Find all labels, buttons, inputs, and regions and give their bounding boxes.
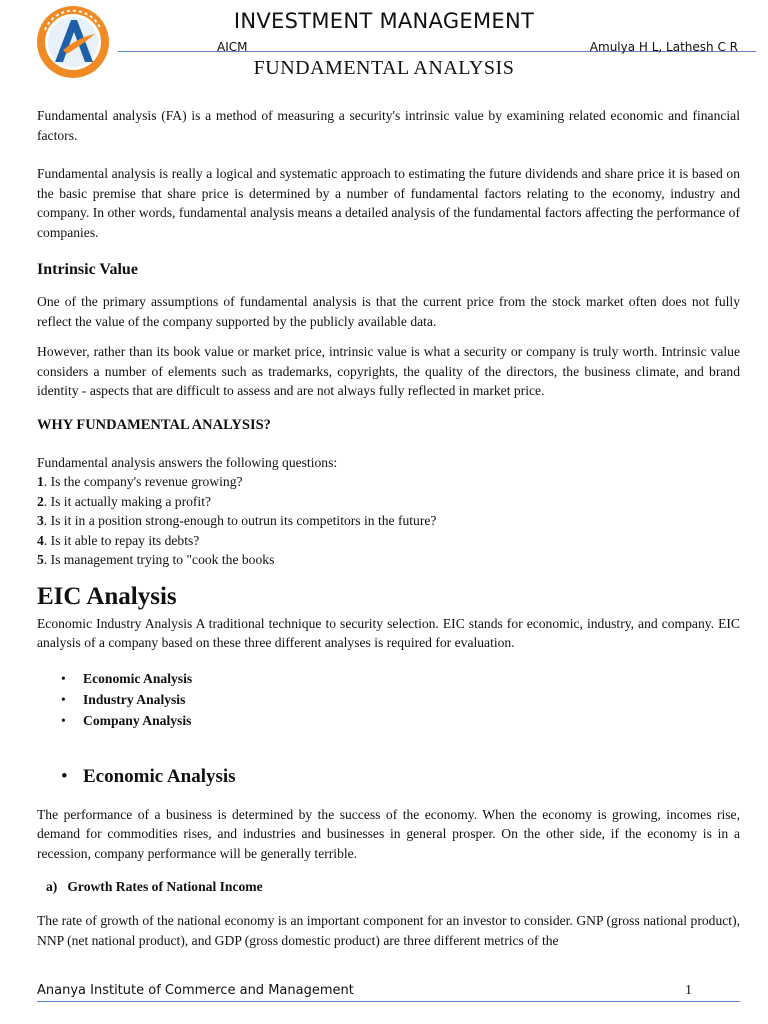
list-item: 4. Is it able to repay its debts? <box>37 532 200 548</box>
header-authors: Amulya H L, Lathesh C R <box>589 40 738 54</box>
questions-intro: Fundamental analysis answers the following questions: <box>37 454 338 470</box>
document-title: FUNDAMENTAL ANALYSIS <box>253 57 515 79</box>
page-number: 1 <box>685 983 692 998</box>
heading-why-fa: WHY FUNDAMENTAL ANALYSIS? <box>37 416 271 433</box>
heading-intrinsic-value: Intrinsic Value <box>37 261 138 278</box>
paragraph-approach: Fundamental analysis is really a logical and systematic approach to estimating the future dividends and share price it is based on the basic premise that share price is determined by a number of fundamental factors relating to the economy, industry and company. In other words, fundamental analysis means a detailed analysis of the fundamental factors affecting the performance of companies. <box>37 166 740 240</box>
list-item: 3. Is it in a position strong-enough to outrun its competitors in the future? <box>37 513 437 528</box>
paragraph-intrinsic-worth: However, rather than its book value or market price, intrinsic value is what a security or company is truly worth. Intrinsic value considers a number of elements such as trademarks, copyrights, the quality of the directors, the business climate, and brand identity - aspects that are difficult to assess and are not always fully reflected in market price. <box>37 344 740 398</box>
paragraph-growth-rates: The rate of growth of the national economy is an important component for an investor to consider. GNP (gross national product), NNP (net national product), and GDP (gross domestic product) are three different metrics of the <box>37 913 740 948</box>
paragraph-economic: The performance of a business is determined by the success of the economy. When the economy is growing, incomes rise, demand for commodities rises, and industries and businesses in general prosper. On the other side, if the economy is in a recession, company performance will be generally terrible. <box>37 806 740 861</box>
questions-list <box>37 472 740 570</box>
list-item: 1. Is the company's revenue growing? <box>37 474 243 489</box>
paragraph-definition: Fundamental analysis (FA) is a method of measuring a security's intrinsic value by examining related economic and financial factors. <box>37 108 740 143</box>
list-item: • Economic Analysis <box>83 668 740 689</box>
list-item: • Industry Analysis <box>83 689 740 710</box>
heading-economic-analysis: • Economic Analysis <box>61 765 236 787</box>
list-item: 2. Is it actually making a profit? <box>37 493 212 509</box>
paragraph-assumption: One of the primary assumptions of fundamental analysis is that the current price from the stock market often does not fully reflect the value of the company supported by the publicly available data. <box>37 294 740 329</box>
bullet-icon: • <box>61 765 68 787</box>
eic-bullet-list <box>37 668 740 731</box>
bullet-icon: • <box>61 712 66 728</box>
heading-growth-rates: a) Growth Rates of National Income <box>46 879 263 894</box>
footer-rule <box>37 1001 740 1002</box>
paragraph-eic: Economic Industry Analysis A traditional technique to security selection. EIC stands for economic, industry, and company. EIC analysis of a company based on these three different analyses is required for evaluation. <box>37 615 740 650</box>
list-item: • Company Analysis <box>83 710 740 731</box>
bullet-icon: • <box>61 691 66 707</box>
document-body <box>37 106 740 950</box>
bullet-icon: • <box>61 670 66 686</box>
heading-eic-analysis: EIC Analysis <box>37 582 177 610</box>
header-title: INVESTMENT MANAGEMENT <box>233 9 535 33</box>
header-left-label: AICM <box>217 40 248 54</box>
footer-institute: Ananya Institute of Commerce and Management <box>37 983 354 998</box>
list-item: 5. Is management trying to "cook the books <box>37 552 275 567</box>
